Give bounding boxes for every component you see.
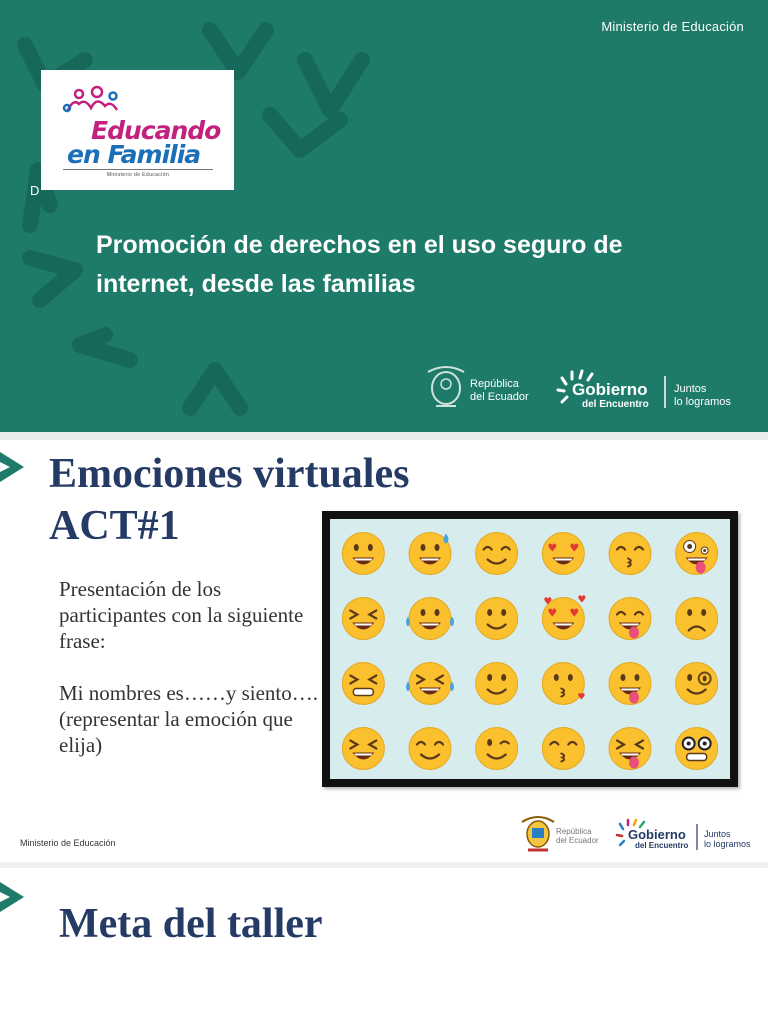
government-logos: [422, 360, 752, 416]
stray-letter: D: [30, 183, 40, 198]
gobierno-title: Gobierno: [628, 827, 686, 842]
svg-text:♥: ♥: [569, 541, 580, 555]
svg-text:♥: ♥: [547, 541, 558, 555]
svg-text:♥: ♥: [569, 606, 580, 620]
relieved-face-icon: [409, 728, 451, 770]
instruction-paragraph-1: Presentación de los participantes con la siguiente frase:: [59, 577, 304, 653]
republica-line1: República: [470, 378, 519, 390]
squinting-face-icon: [342, 728, 384, 770]
zany-face-icon: [676, 533, 718, 575]
ecuador-coat-of-arms-icon: [428, 367, 464, 406]
logo-subtitle: Ministerio de Educación: [106, 172, 170, 178]
grimacing-face-icon: [342, 663, 384, 705]
rolling-laughing-icon: [406, 663, 454, 705]
svg-text:♥: ♥: [577, 594, 587, 606]
republica-line1: República: [556, 827, 592, 836]
heading-line-2: ACT#1: [49, 503, 180, 549]
tongue-out-face-icon: [609, 663, 651, 705]
instruction-paragraph-2: Mi nombres es……y siento….(representar la emoción que elija): [59, 681, 318, 757]
heart-eyes-icon: [542, 533, 584, 575]
emoji-grid: [330, 519, 730, 779]
svg-text:♥: ♥: [547, 606, 558, 620]
slight-smile-icon: [476, 598, 518, 640]
squinting-tongue-icon: [609, 728, 651, 770]
nerd-face-icon: [676, 728, 718, 770]
sweat-smile-icon: [409, 533, 451, 575]
kissing-smiling-eyes-icon: [542, 728, 584, 770]
svg-text:♥: ♥: [577, 692, 586, 703]
slide-separator: [0, 432, 768, 440]
gobierno-title: Gobierno: [572, 380, 648, 399]
kissing-face-icon: [609, 533, 651, 575]
logo-divider: [63, 169, 213, 170]
educando-en-familia-logo: [41, 70, 234, 190]
instructions-text: [59, 576, 319, 784]
ministry-footer-label: Ministerio de Educación: [20, 838, 116, 848]
republica-line2: del Ecuador: [556, 836, 599, 845]
upside-down-face-icon: [476, 663, 518, 705]
savoring-food-icon: [609, 598, 651, 640]
svg-text:♥: ♥: [543, 596, 553, 608]
slide-heading: Meta del taller: [59, 901, 323, 947]
slide-title-text: Promoción de derechos en el uso seguro de internet, desde las familias: [96, 231, 623, 298]
ministry-label: Ministerio de Educación: [601, 19, 744, 34]
chevron-right-icon: [0, 878, 32, 916]
slide-title: [0, 0, 768, 432]
chevron-right-icon: [0, 448, 32, 486]
beaming-face-icon: [342, 598, 384, 640]
winking-face-icon: [476, 728, 518, 770]
smiling-hearts-icon: [542, 595, 586, 640]
tears-of-joy-icon: [406, 598, 454, 640]
ecuador-coat-of-arms-icon: [522, 817, 554, 850]
heading-line-1: Emociones virtuales: [49, 451, 410, 497]
logo-text-educando: Educando: [91, 116, 221, 145]
government-logos-footer: [518, 812, 758, 856]
motto-line2: lo logramos: [674, 396, 731, 408]
logo-text-en-familia: en Familia: [67, 140, 201, 169]
motto-line2: lo logramos: [704, 839, 751, 849]
kissing-heart-icon: [542, 663, 585, 705]
monocle-face-icon: [676, 663, 718, 705]
republica-line2: del Ecuador: [470, 391, 529, 403]
grinning-face-icon: [342, 533, 384, 575]
motto-line1: Juntos: [674, 383, 707, 395]
frowning-face-icon: [676, 598, 718, 640]
slide-separator: [0, 862, 768, 868]
emoji-image-frame: [322, 511, 738, 787]
gobierno-subtitle: del Encuentro: [635, 841, 689, 850]
smiling-face-icon: [476, 533, 518, 575]
motto-line1: Juntos: [704, 829, 731, 839]
gobierno-subtitle: del Encuentro: [582, 399, 649, 410]
